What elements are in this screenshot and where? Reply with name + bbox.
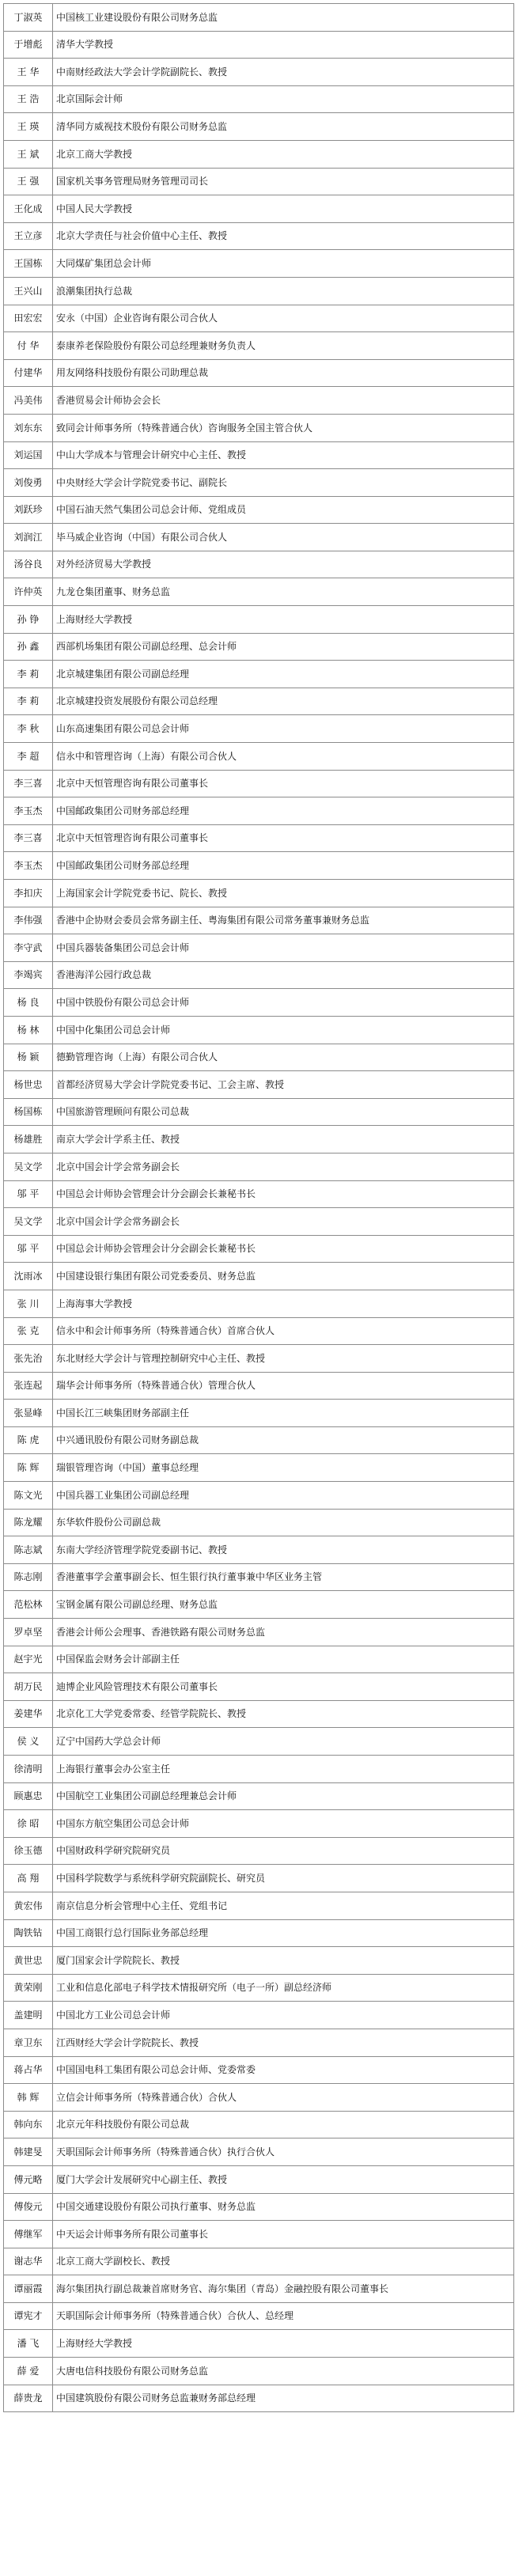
member-affiliation: 香港中企协财会委员会常务副主任、粤海集团有限公司常务董事兼财务总监 bbox=[53, 907, 514, 934]
table-row bbox=[4, 441, 514, 469]
member-affiliation: 对外经济贸易大学教授 bbox=[53, 551, 514, 578]
member-affiliation: 北京大学责任与社会价值中心主任、教授 bbox=[53, 222, 514, 250]
table-row bbox=[4, 770, 514, 797]
table-row bbox=[4, 1619, 514, 1646]
member-affiliation: 海尔集团执行副总裁兼首席财务官、海尔集团（青岛）金融控股有限公司董事长 bbox=[53, 2275, 514, 2303]
member-name: 傅俊元 bbox=[4, 2193, 53, 2221]
table-row bbox=[4, 1426, 514, 1454]
member-name: 薛贵龙 bbox=[4, 2385, 53, 2412]
table-row bbox=[4, 496, 514, 524]
member-affiliation: 用友网络科技股份有限公司助理总裁 bbox=[53, 359, 514, 387]
table-row bbox=[4, 85, 514, 113]
table-row bbox=[4, 1591, 514, 1619]
member-name: 陈文光 bbox=[4, 1482, 53, 1510]
member-name: 韩建旻 bbox=[4, 2138, 53, 2166]
member-name: 李守武 bbox=[4, 934, 53, 962]
table-row bbox=[4, 1400, 514, 1427]
member-affiliation: 南京信息分析会管理中心主任、党组书记 bbox=[53, 1892, 514, 1919]
member-affiliation: 北京元年科技股份有限公司总裁 bbox=[53, 2111, 514, 2138]
table-row bbox=[4, 387, 514, 415]
table-row bbox=[4, 2330, 514, 2358]
table-row bbox=[4, 1700, 514, 1728]
table-row bbox=[4, 1919, 514, 1947]
member-affiliation: 瑞华会计师事务所（特殊普通合伙）管理合伙人 bbox=[53, 1372, 514, 1400]
table-row bbox=[4, 277, 514, 305]
member-name: 李三喜 bbox=[4, 770, 53, 797]
member-affiliation: 中国建设银行集团有限公司党委委员、财务总监 bbox=[53, 1263, 514, 1290]
member-name: 盖建明 bbox=[4, 2002, 53, 2029]
table-row bbox=[4, 1126, 514, 1154]
member-affiliation: 中国航空工业集团公司副总经理兼总会计师 bbox=[53, 1782, 514, 1810]
table-row bbox=[4, 59, 514, 86]
member-affiliation: 中国长江三峡集团财务部副主任 bbox=[53, 1400, 514, 1427]
member-affiliation: 江西财经大学会计学院院长、教授 bbox=[53, 2029, 514, 2056]
member-name: 陈志刚 bbox=[4, 1563, 53, 1591]
member-affiliation: 迪博企业风险管理技术有限公司董事长 bbox=[53, 1673, 514, 1701]
member-name: 李 超 bbox=[4, 743, 53, 771]
member-affiliation: 九龙仓集团董事、财务总监 bbox=[53, 578, 514, 606]
member-affiliation: 北京工商大学副校长、教授 bbox=[53, 2248, 514, 2275]
table-row bbox=[4, 989, 514, 1017]
table-row bbox=[4, 2138, 514, 2166]
member-name: 刘东东 bbox=[4, 414, 53, 441]
member-name: 李扣庆 bbox=[4, 880, 53, 907]
member-name: 谭宪才 bbox=[4, 2302, 53, 2330]
member-name: 徐清明 bbox=[4, 1756, 53, 1783]
table-row bbox=[4, 1810, 514, 1838]
member-name: 王国栋 bbox=[4, 250, 53, 278]
member-name: 杨 良 bbox=[4, 989, 53, 1017]
table-row bbox=[4, 1782, 514, 1810]
table-row bbox=[4, 1974, 514, 2002]
member-name: 韩向东 bbox=[4, 2111, 53, 2138]
member-affiliation: 中国北方工业公司总会计师 bbox=[53, 2002, 514, 2029]
table-row bbox=[4, 2029, 514, 2056]
member-roster-table bbox=[3, 3, 514, 2412]
table-row bbox=[4, 2302, 514, 2330]
member-affiliation: 首都经济贸易大学会计学院党委书记、工会主席、教授 bbox=[53, 1071, 514, 1099]
table-row bbox=[4, 414, 514, 441]
member-name: 许仲英 bbox=[4, 578, 53, 606]
member-name: 蒋占华 bbox=[4, 2056, 53, 2084]
table-row bbox=[4, 2056, 514, 2084]
table-row bbox=[4, 1044, 514, 1071]
member-name: 孙 铮 bbox=[4, 606, 53, 634]
member-name: 傅继军 bbox=[4, 2221, 53, 2248]
member-name: 傅元略 bbox=[4, 2165, 53, 2193]
member-affiliation: 中央财经大学会计学院党委书记、副院长 bbox=[53, 469, 514, 497]
member-affiliation: 北京中国会计学会常务副会长 bbox=[53, 1153, 514, 1180]
table-row bbox=[4, 4, 514, 32]
member-affiliation: 香港贸易会计师协会会长 bbox=[53, 387, 514, 415]
member-name: 谢志华 bbox=[4, 2248, 53, 2275]
member-name: 李三喜 bbox=[4, 824, 53, 852]
table-row bbox=[4, 524, 514, 551]
member-affiliation: 中国保监会财务会计部副主任 bbox=[53, 1646, 514, 1673]
member-affiliation: 北京中天恒管理咨询有限公司董事长 bbox=[53, 770, 514, 797]
table-row bbox=[4, 469, 514, 497]
table-row bbox=[4, 1865, 514, 1892]
table-row bbox=[4, 633, 514, 661]
member-name: 吴文学 bbox=[4, 1153, 53, 1180]
member-name: 杨雄胜 bbox=[4, 1126, 53, 1154]
table-row bbox=[4, 1263, 514, 1290]
member-affiliation: 中国人民大学教授 bbox=[53, 195, 514, 223]
member-affiliation: 中国兵器装备集团公司总会计师 bbox=[53, 934, 514, 962]
member-affiliation: 中国旅游管理顾问有限公司总裁 bbox=[53, 1098, 514, 1126]
member-affiliation: 北京国际会计师 bbox=[53, 85, 514, 113]
member-affiliation: 中国科学院数学与系统科学研究院副院长、研究员 bbox=[53, 1865, 514, 1892]
member-affiliation: 中国工商银行总行国际业务部总经理 bbox=[53, 1919, 514, 1947]
member-name: 王兴山 bbox=[4, 277, 53, 305]
member-affiliation: 中国石油天然气集团公司总会计师、党组成员 bbox=[53, 496, 514, 524]
table-row bbox=[4, 359, 514, 387]
table-row bbox=[4, 2385, 514, 2412]
member-affiliation: 厦门国家会计学院院长、教授 bbox=[53, 1947, 514, 1975]
table-row bbox=[4, 1673, 514, 1701]
table-row bbox=[4, 140, 514, 168]
table-row bbox=[4, 1454, 514, 1482]
member-affiliation: 厦门大学会计发展研究中心副主任、教授 bbox=[53, 2165, 514, 2193]
table-row bbox=[4, 743, 514, 771]
member-affiliation: 中国东方航空集团公司总会计师 bbox=[53, 1810, 514, 1838]
member-name: 张 克 bbox=[4, 1317, 53, 1345]
table-row bbox=[4, 31, 514, 59]
member-affiliation: 东北财经大学会计与管理控制研究中心主任、教授 bbox=[53, 1345, 514, 1373]
table-row bbox=[4, 168, 514, 195]
member-name: 王 强 bbox=[4, 168, 53, 195]
member-name: 刘跃珍 bbox=[4, 496, 53, 524]
member-affiliation: 中国国电科工集团有限公司总会计师、党委常委 bbox=[53, 2056, 514, 2084]
member-name: 邬 平 bbox=[4, 1180, 53, 1208]
table-row bbox=[4, 688, 514, 715]
member-name: 田宏宏 bbox=[4, 305, 53, 332]
member-affiliation: 浪潮集团执行总裁 bbox=[53, 277, 514, 305]
member-name: 高 翔 bbox=[4, 1865, 53, 1892]
member-affiliation: 中国建筑股份有限公司财务总监兼财务部总经理 bbox=[53, 2385, 514, 2412]
member-name: 刘俊勇 bbox=[4, 469, 53, 497]
table-row bbox=[4, 824, 514, 852]
member-affiliation: 北京中国会计学会常务副会长 bbox=[53, 1208, 514, 1236]
member-name: 王 瑛 bbox=[4, 113, 53, 141]
member-name: 付建华 bbox=[4, 359, 53, 387]
member-affiliation: 东南大学经济管理学院党委副书记、教授 bbox=[53, 1536, 514, 1564]
table-row bbox=[4, 2111, 514, 2138]
member-name: 李 莉 bbox=[4, 661, 53, 688]
member-affiliation: 中国邮政集团公司财务部总经理 bbox=[53, 797, 514, 825]
member-affiliation: 中兴通讯股份有限公司财务副总裁 bbox=[53, 1426, 514, 1454]
member-affiliation: 上海银行董事会办公室主任 bbox=[53, 1756, 514, 1783]
table-row bbox=[4, 2358, 514, 2385]
member-name: 杨国栋 bbox=[4, 1098, 53, 1126]
member-name: 潘 飞 bbox=[4, 2330, 53, 2358]
member-affiliation: 西部机场集团有限公司副总经理、总会计师 bbox=[53, 633, 514, 661]
table-row bbox=[4, 2193, 514, 2221]
member-name: 王 斌 bbox=[4, 140, 53, 168]
member-affiliation: 大唐电信科技股份有限公司财务总监 bbox=[53, 2358, 514, 2385]
member-name: 张先治 bbox=[4, 1345, 53, 1373]
member-name: 黄宏伟 bbox=[4, 1892, 53, 1919]
table-row bbox=[4, 852, 514, 880]
member-name: 陈 虎 bbox=[4, 1426, 53, 1454]
table-row bbox=[4, 934, 514, 962]
member-affiliation: 香港董事学会董事副会长、恒生银行执行董事兼中华区业务主管 bbox=[53, 1563, 514, 1591]
member-name: 侯 义 bbox=[4, 1728, 53, 1756]
table-row bbox=[4, 1071, 514, 1099]
member-name: 章卫东 bbox=[4, 2029, 53, 2056]
member-name: 张显峰 bbox=[4, 1400, 53, 1427]
member-name: 王 华 bbox=[4, 59, 53, 86]
table-row bbox=[4, 113, 514, 141]
member-affiliation: 毕马威企业咨询（中国）有限公司合伙人 bbox=[53, 524, 514, 551]
table-row bbox=[4, 880, 514, 907]
member-name: 吴文学 bbox=[4, 1208, 53, 1236]
member-affiliation: 信永中和会计师事务所（特殊普通合伙）首席合伙人 bbox=[53, 1317, 514, 1345]
table-row bbox=[4, 1756, 514, 1783]
member-name: 李竭宾 bbox=[4, 961, 53, 989]
table-row bbox=[4, 1947, 514, 1975]
table-row bbox=[4, 250, 514, 278]
member-name: 孙 鑫 bbox=[4, 633, 53, 661]
member-name: 邬 平 bbox=[4, 1235, 53, 1263]
member-name: 黄荣刚 bbox=[4, 1974, 53, 2002]
member-name: 张连起 bbox=[4, 1372, 53, 1400]
member-name: 顾惠忠 bbox=[4, 1782, 53, 1810]
member-name: 薛 爱 bbox=[4, 2358, 53, 2385]
member-name: 王化成 bbox=[4, 195, 53, 223]
table-row bbox=[4, 1536, 514, 1564]
member-affiliation: 中国核工业建设股份有限公司财务总监 bbox=[53, 4, 514, 32]
member-affiliation: 南京大学会计学系主任、教授 bbox=[53, 1126, 514, 1154]
member-name: 杨 林 bbox=[4, 1016, 53, 1044]
member-affiliation: 天职国际会计师事务所（特殊普通合伙）合伙人、总经理 bbox=[53, 2302, 514, 2330]
member-affiliation: 致同会计师事务所（特殊普通合伙）咨询服务全国主管合伙人 bbox=[53, 414, 514, 441]
member-name: 徐 昭 bbox=[4, 1810, 53, 1838]
table-row bbox=[4, 1892, 514, 1919]
member-affiliation: 德勤管理咨询（上海）有限公司合伙人 bbox=[53, 1044, 514, 1071]
member-name: 陈 辉 bbox=[4, 1454, 53, 1482]
member-name: 张 川 bbox=[4, 1290, 53, 1317]
member-affiliation: 上海国家会计学院党委书记、院长、教授 bbox=[53, 880, 514, 907]
member-name: 李 莉 bbox=[4, 688, 53, 715]
member-affiliation: 中国中铁股份有限公司总会计师 bbox=[53, 989, 514, 1017]
member-name: 刘运国 bbox=[4, 441, 53, 469]
member-affiliation: 中南财经政法大学会计学院副院长、教授 bbox=[53, 59, 514, 86]
table-row bbox=[4, 1098, 514, 1126]
table-row bbox=[4, 1290, 514, 1317]
member-name: 赵宇光 bbox=[4, 1646, 53, 1673]
member-name: 韩 辉 bbox=[4, 2084, 53, 2112]
table-row bbox=[4, 2084, 514, 2112]
table-row bbox=[4, 797, 514, 825]
member-affiliation: 上海财经大学教授 bbox=[53, 606, 514, 634]
member-name: 王 浩 bbox=[4, 85, 53, 113]
member-affiliation: 辽宁中国药大学总会计师 bbox=[53, 1728, 514, 1756]
member-name: 李玉杰 bbox=[4, 797, 53, 825]
member-name: 罗卓坚 bbox=[4, 1619, 53, 1646]
member-name: 冯美伟 bbox=[4, 387, 53, 415]
member-affiliation: 国家机关事务管理局财务管理司司长 bbox=[53, 168, 514, 195]
member-affiliation: 中国兵器工业集团公司副总经理 bbox=[53, 1482, 514, 1510]
roster-body bbox=[4, 4, 514, 2412]
member-affiliation: 泰康养老保险股份有限公司总经理兼财务负责人 bbox=[53, 332, 514, 360]
table-row bbox=[4, 1563, 514, 1591]
table-row bbox=[4, 1153, 514, 1180]
member-name: 胡万民 bbox=[4, 1673, 53, 1701]
table-row bbox=[4, 907, 514, 934]
table-row bbox=[4, 2002, 514, 2029]
table-row bbox=[4, 2275, 514, 2303]
member-affiliation: 宝钢金属有限公司副总经理、财务总监 bbox=[53, 1591, 514, 1619]
table-row bbox=[4, 222, 514, 250]
member-name: 黄世忠 bbox=[4, 1947, 53, 1975]
member-name: 丁淑英 bbox=[4, 4, 53, 32]
member-name: 姜建华 bbox=[4, 1700, 53, 1728]
table-row bbox=[4, 1208, 514, 1236]
member-affiliation: 北京中天恒管理咨询有限公司董事长 bbox=[53, 824, 514, 852]
table-row bbox=[4, 715, 514, 743]
member-name: 李伟强 bbox=[4, 907, 53, 934]
member-name: 沈雨冰 bbox=[4, 1263, 53, 1290]
table-row bbox=[4, 2221, 514, 2248]
table-row bbox=[4, 661, 514, 688]
member-name: 刘润江 bbox=[4, 524, 53, 551]
table-row bbox=[4, 1235, 514, 1263]
table-row bbox=[4, 1728, 514, 1756]
table-row bbox=[4, 305, 514, 332]
member-affiliation: 工业和信息化部电子科学技术情报研究所（电子一所）副总经济师 bbox=[53, 1974, 514, 2002]
member-affiliation: 北京工商大学教授 bbox=[53, 140, 514, 168]
member-name: 陈志斌 bbox=[4, 1536, 53, 1564]
table-row bbox=[4, 606, 514, 634]
table-row bbox=[4, 1372, 514, 1400]
member-affiliation: 信永中和管理咨询（上海）有限公司合伙人 bbox=[53, 743, 514, 771]
member-affiliation: 中国总会计师协会管理会计分会副会长兼秘书长 bbox=[53, 1235, 514, 1263]
member-affiliation: 山东高速集团有限公司总会计师 bbox=[53, 715, 514, 743]
table-row bbox=[4, 1646, 514, 1673]
member-affiliation: 上海财经大学教授 bbox=[53, 2330, 514, 2358]
table-row bbox=[4, 332, 514, 360]
member-affiliation: 东华软件股份公司副总裁 bbox=[53, 1509, 514, 1536]
member-name: 李 秋 bbox=[4, 715, 53, 743]
member-affiliation: 中国交通建设股份有限公司执行董事、财务总监 bbox=[53, 2193, 514, 2221]
table-row bbox=[4, 1345, 514, 1373]
member-affiliation: 北京城建投资发展股份有限公司总经理 bbox=[53, 688, 514, 715]
member-affiliation: 中国总会计师协会管理会计分会副会长兼秘书长 bbox=[53, 1180, 514, 1208]
table-row bbox=[4, 2165, 514, 2193]
member-name: 陈龙耀 bbox=[4, 1509, 53, 1536]
member-name: 谭丽霞 bbox=[4, 2275, 53, 2303]
table-row bbox=[4, 1837, 514, 1865]
table-row bbox=[4, 1482, 514, 1510]
member-affiliation: 立信会计师事务所（特殊普通合伙）合伙人 bbox=[53, 2084, 514, 2112]
member-name: 付 华 bbox=[4, 332, 53, 360]
member-name: 范松林 bbox=[4, 1591, 53, 1619]
table-row bbox=[4, 1180, 514, 1208]
table-row bbox=[4, 961, 514, 989]
member-affiliation: 香港会计师公会理事、香港铁路有限公司财务总监 bbox=[53, 1619, 514, 1646]
member-affiliation: 大同煤矿集团总会计师 bbox=[53, 250, 514, 278]
member-name: 汤谷良 bbox=[4, 551, 53, 578]
member-affiliation: 北京城建集团有限公司副总经理 bbox=[53, 661, 514, 688]
member-affiliation: 清华大学教授 bbox=[53, 31, 514, 59]
member-affiliation: 中山大学成本与管理会计研究中心主任、教授 bbox=[53, 441, 514, 469]
member-affiliation: 上海海事大学教授 bbox=[53, 1290, 514, 1317]
member-affiliation: 中国中化集团公司总会计师 bbox=[53, 1016, 514, 1044]
table-row bbox=[4, 551, 514, 578]
member-affiliation: 中国财政科学研究院研究员 bbox=[53, 1837, 514, 1865]
member-affiliation: 北京化工大学党委常委、经管学院院长、教授 bbox=[53, 1700, 514, 1728]
table-row bbox=[4, 1016, 514, 1044]
table-row bbox=[4, 2248, 514, 2275]
member-affiliation: 安永（中国）企业咨询有限公司合伙人 bbox=[53, 305, 514, 332]
table-row bbox=[4, 578, 514, 606]
member-name: 王立彦 bbox=[4, 222, 53, 250]
member-affiliation: 瑞银管理咨询（中国）董事总经理 bbox=[53, 1454, 514, 1482]
member-name: 杨 颖 bbox=[4, 1044, 53, 1071]
table-row bbox=[4, 1509, 514, 1536]
member-name: 杨世忠 bbox=[4, 1071, 53, 1099]
member-name: 陶铁钻 bbox=[4, 1919, 53, 1947]
member-name: 于增彪 bbox=[4, 31, 53, 59]
member-affiliation: 天职国际会计师事务所（特殊普通合伙）执行合伙人 bbox=[53, 2138, 514, 2166]
table-row bbox=[4, 1317, 514, 1345]
member-name: 李玉杰 bbox=[4, 852, 53, 880]
table-row bbox=[4, 195, 514, 223]
member-affiliation: 香港海洋公园行政总裁 bbox=[53, 961, 514, 989]
member-affiliation: 中天运会计师事务所有限公司董事长 bbox=[53, 2221, 514, 2248]
member-name: 徐玉德 bbox=[4, 1837, 53, 1865]
member-affiliation: 清华同方威视技术股份有限公司财务总监 bbox=[53, 113, 514, 141]
member-affiliation: 中国邮政集团公司财务部总经理 bbox=[53, 852, 514, 880]
